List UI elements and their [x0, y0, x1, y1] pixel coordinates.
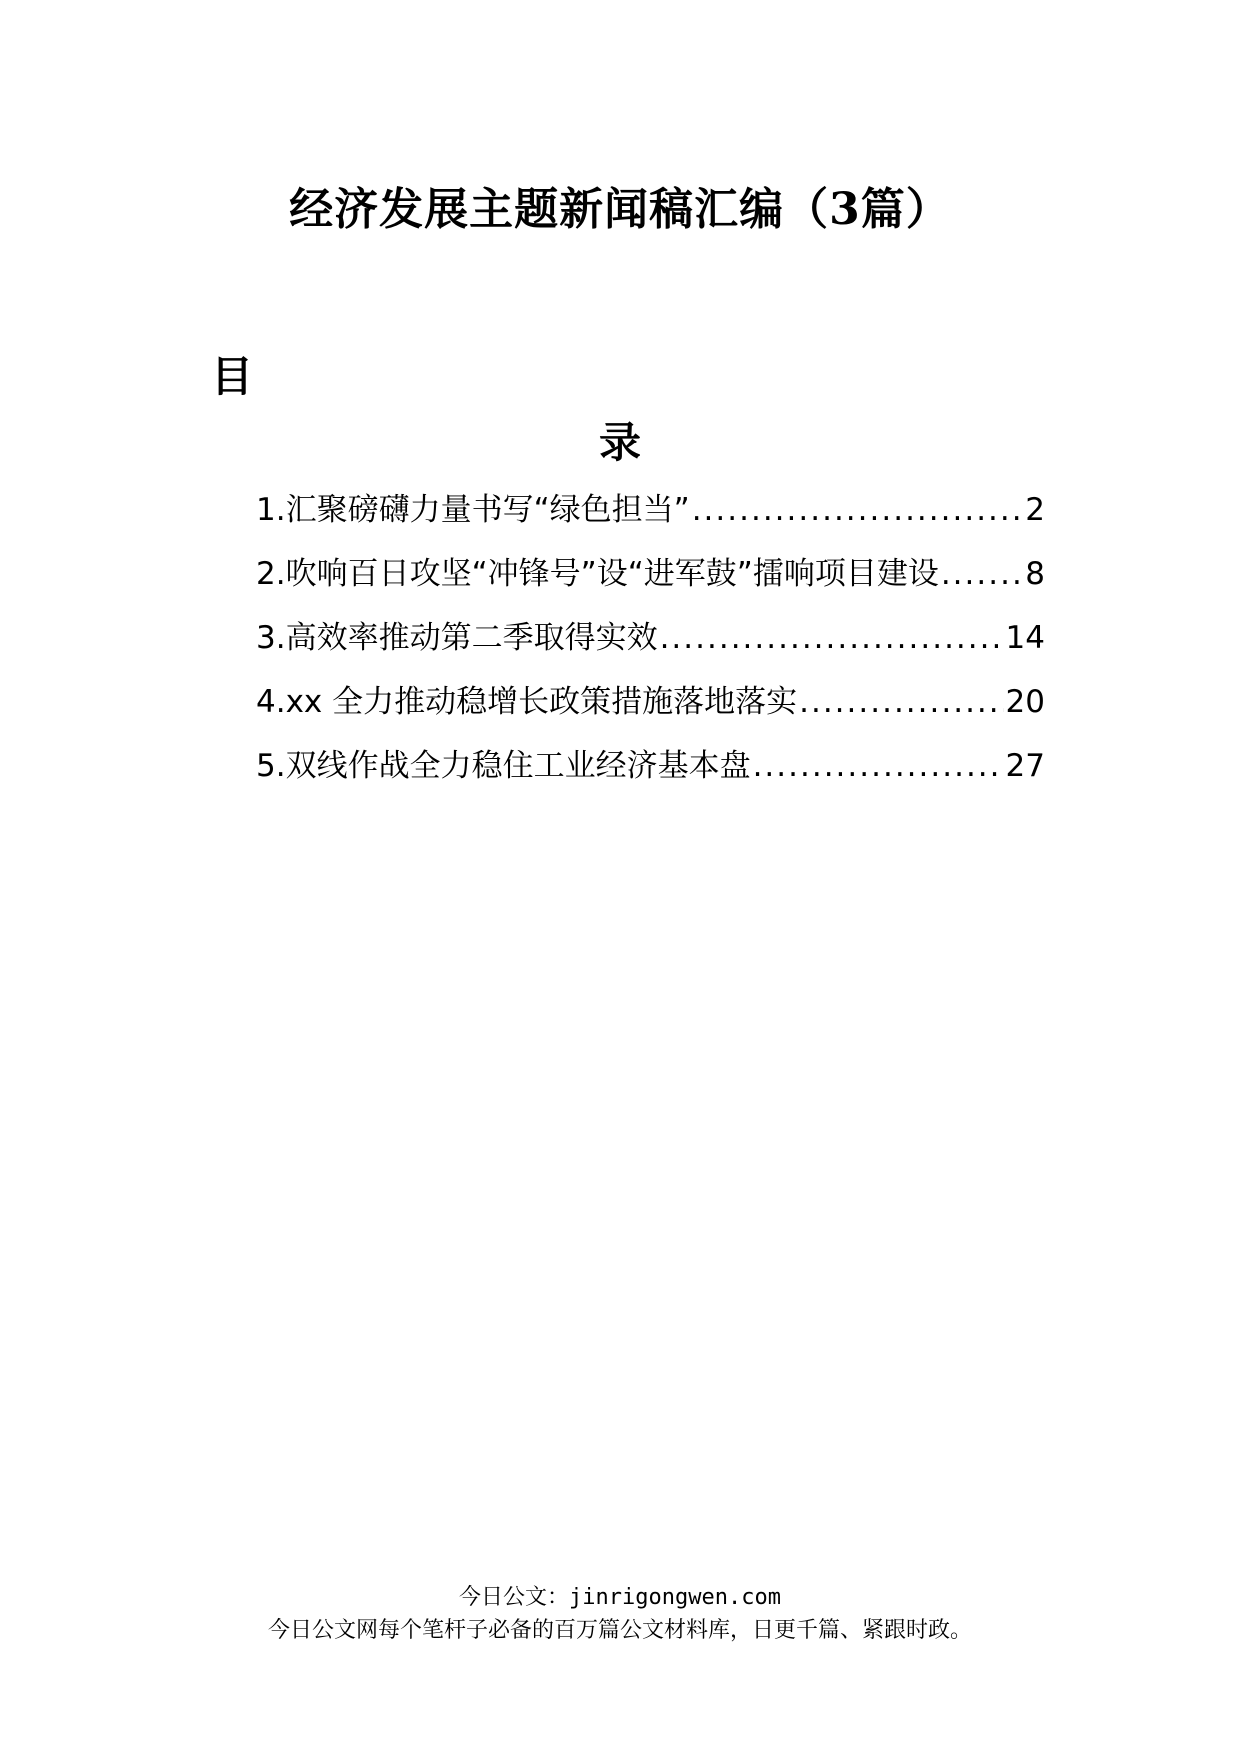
toc-item-4[interactable] [256, 682, 1045, 746]
toc-item-3[interactable] [256, 618, 1045, 682]
toc-dot-leader [692, 490, 1024, 530]
footer-site-line [0, 1587, 1240, 1609]
footer-slogan: 今日公文网每个笔杆子必备的百万篇公文材料库，日更千篇、紧跟时政。 [267, 1618, 972, 1643]
toc-item-title: 5.双线作战全力稳住工业经济基本盘 [256, 748, 751, 784]
toc-heading-first-char: 目 [211, 352, 254, 401]
toc-item-1[interactable] [256, 490, 1045, 554]
footer-site-label: 今日公文： [459, 1585, 570, 1610]
toc-page-number: 27 [1005, 748, 1045, 784]
document-title: 经济发展主题新闻稿汇编（3篇） [289, 184, 951, 235]
toc-dot-leader [941, 554, 1023, 594]
toc-item-title: 3.高效率推动第二季取得实效 [256, 620, 658, 656]
toc-heading-second-char: 录 [598, 418, 641, 467]
table-of-contents [256, 490, 1045, 810]
toc-item-2[interactable] [256, 554, 1045, 618]
toc-dot-leader [799, 682, 1003, 722]
toc-dot-leader [753, 746, 1004, 786]
toc-item-title: 2.吹响百日攻坚“冲锋号”设“进军鼓”擂响项目建设 [256, 556, 939, 592]
toc-item-title: 1.汇聚磅礴力量书写“绿色担当” [256, 492, 690, 528]
toc-dot-leader [660, 618, 1004, 658]
toc-page-number: 14 [1005, 620, 1045, 656]
toc-page-number: 2 [1025, 492, 1045, 528]
toc-page-number: 20 [1005, 684, 1045, 720]
toc-page-number: 8 [1025, 556, 1045, 592]
footer-site-link[interactable]: jinrigongwen.com [569, 1585, 781, 1610]
toc-item-title: 4.xx 全力推动稳增长政策措施落地落实 [256, 684, 798, 720]
toc-item-5[interactable] [256, 746, 1045, 810]
